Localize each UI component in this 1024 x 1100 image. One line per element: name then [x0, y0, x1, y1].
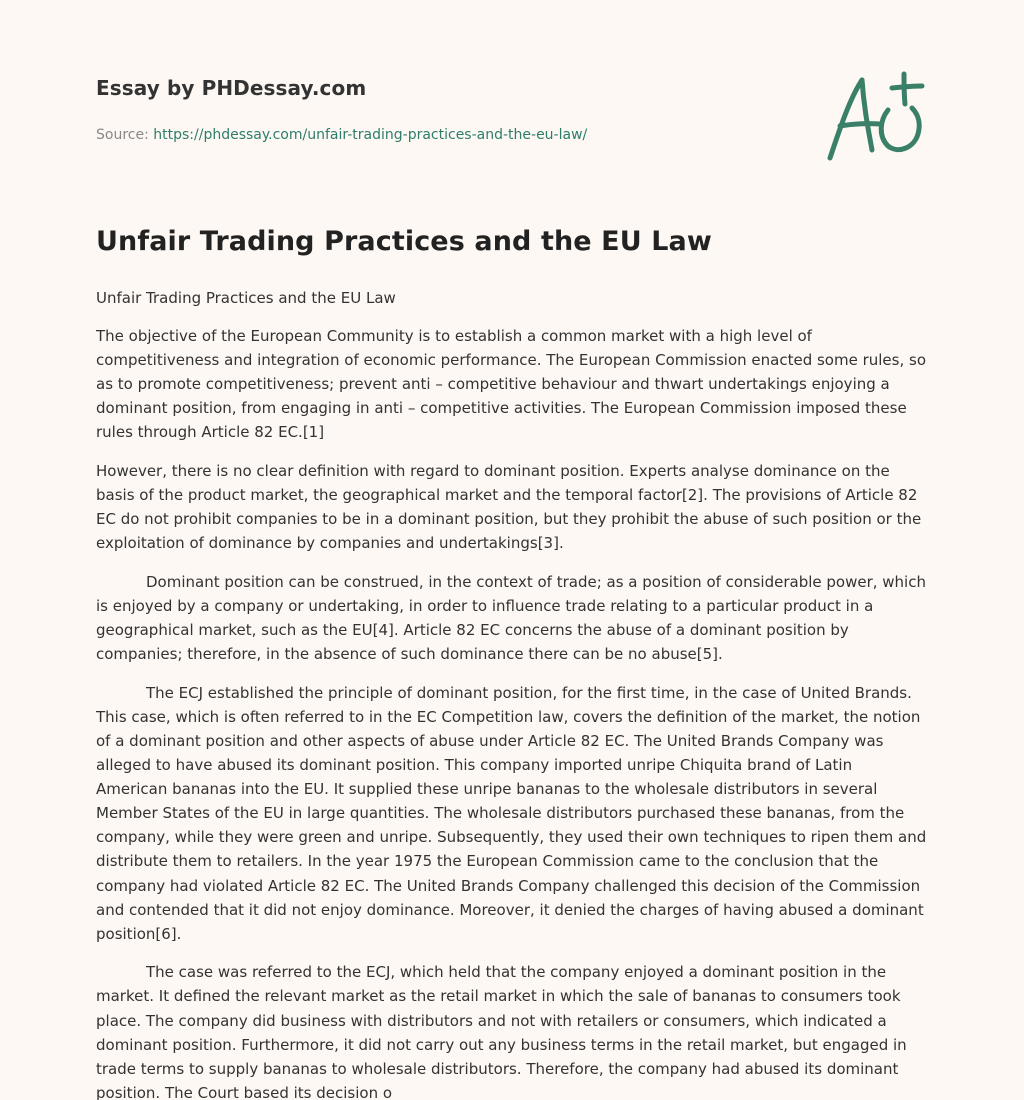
document-subtitle: Unfair Trading Practices and the EU Law — [96, 289, 396, 307]
paragraph: Dominant position can be construed, in the context of trade; as a position of considerable power, which is enjoyed by a company or undertaking, in order to influence trade relating to a particular product in a geographical market, such as the EU[4]. Article 82 EC concerns the abuse of a dominant position by companies; therefore, in the absence of such dominance there can be no abuse[5]. — [96, 572, 926, 664]
source-line — [96, 127, 587, 143]
site-header — [96, 76, 587, 143]
document-title: Unfair Trading Practices and the EU Law — [96, 226, 712, 257]
paragraph: The ECJ established the principle of dominant position, for the first time, in the case of United Brands. This case, which is often referred to in the EC Competition law, covers the definition of the market, the notion of a dominant position and other aspects of abuse under Article 82 EC. The United Brands Company was alleged to have abused its dominant position. This company imported unripe Chiquita brand of Latin American bananas into the EU. It supplied these unripe bananas to the wholesale distributors in several Member States of the EU in large quantities. The wholesale distributors purchased these bananas, from the company, while they were green and unripe. Subsequently, they used their own techniques to ripen them and distribute them to retailers. In the year 1975 the European Commission came to the conclusion that the company had violated Article 82 EC. The United Brands Company challenged this decision of the Commission and contended that it did not enjoy dominance. Moreover, it denied the charges of having abused a dominant position[6]. — [96, 683, 927, 943]
a-plus-icon — [818, 68, 930, 168]
site-title: Essay by PHDessay.com — [96, 76, 367, 100]
paragraph: However, there is no clear definition with regard to dominant position. Experts analyse dominance on the basis of the product market, the geographical market and the temporal factor[2]. The provisions of Article 82 EC do not prohibit companies to be in a dominant position, but they prohibit the abuse of such position or the exploitation of dominance by companies and undertakings[3]. — [96, 462, 922, 553]
document-body — [96, 286, 928, 1100]
paragraph: The case was referred to the ECJ, which held that the company enjoyed a dominant position in the market. It defined the relevant market as the retail market in which the sale of bananas to consumers took place. The company did business with distributors and not with retailers or consumers, which indicated a dominant position. Furthermore, it did not carry out any business terms in the retail market, but engaged in trade terms to supply bananas to wholesale distributors. Therefore, the company had abused its dominant position. The Court based its decision o — [96, 963, 907, 1100]
source-label: Source: — [96, 127, 149, 143]
source-link[interactable]: https://phdessay.com/unfair-trading-practices-and-the-eu-law/ — [153, 127, 588, 143]
paragraph: The objective of the European Community is to establish a common market with a high level of competitiveness and integration of economic performance. The European Commission enacted some rules, so as to promote competitiveness; prevent anti – competitive behaviour and thwart undertakings enjoying a dominant position, from engaging in anti – competitive activities. The European Commission imposed these rules through Article 82 EC.[1] — [96, 327, 926, 442]
